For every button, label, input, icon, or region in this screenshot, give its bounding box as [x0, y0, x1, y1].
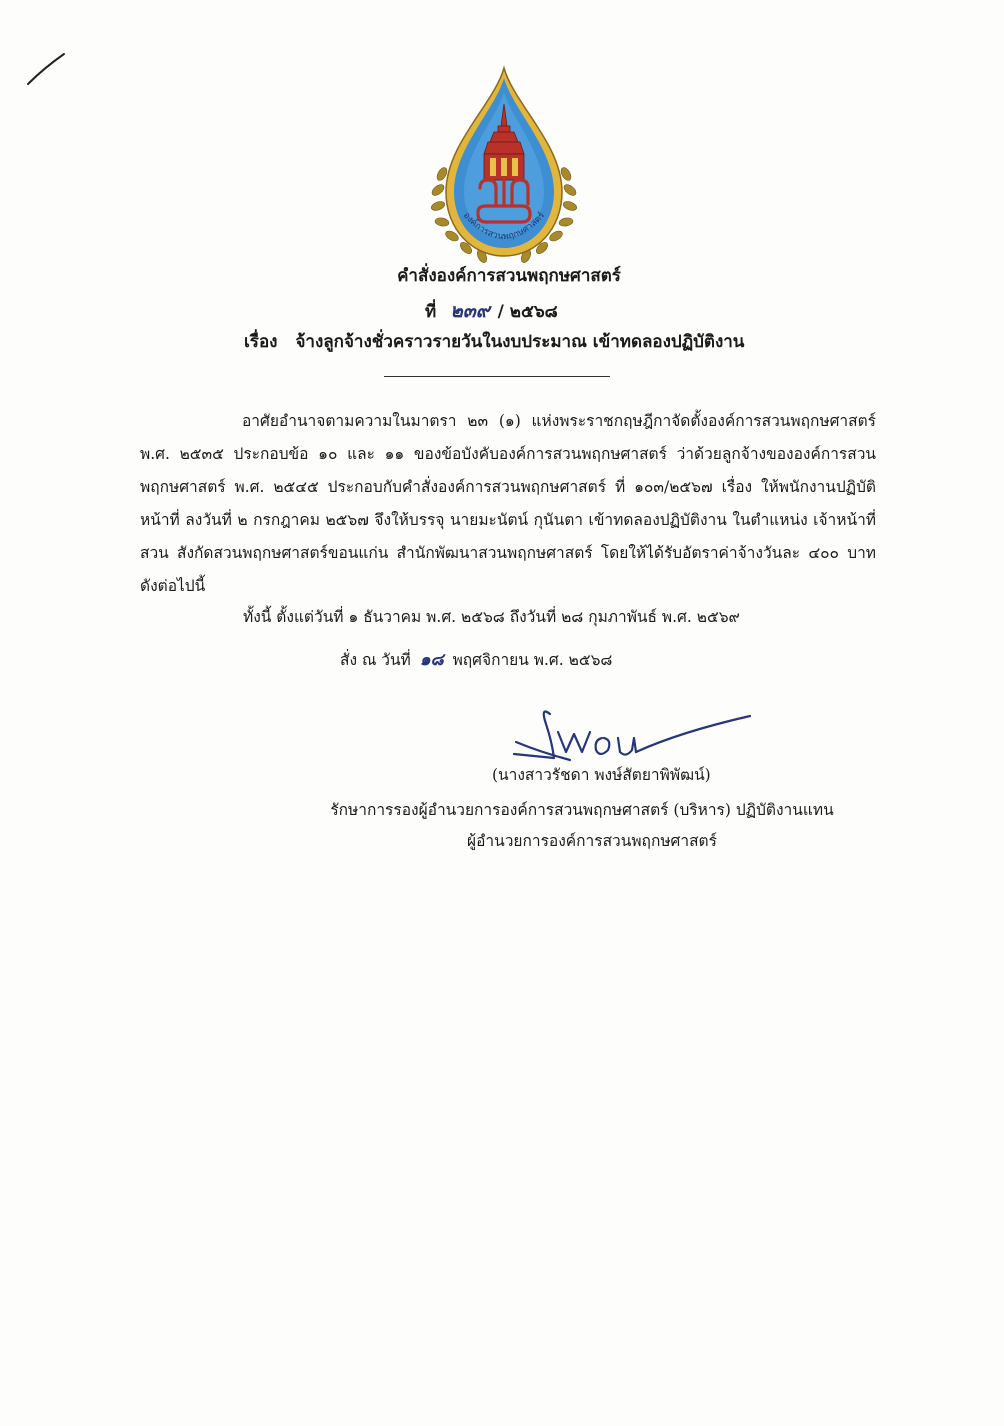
order-number-line	[425, 296, 558, 326]
divider	[384, 376, 610, 377]
ordered-day-handwritten: ๑๘	[419, 650, 444, 670]
order-year: / ๒๕๖๘	[497, 302, 558, 322]
signer-position-2: ผู้อำนวยการองค์การสวนพฤกษศาสตร์	[467, 832, 717, 850]
effective-period: ทั้งนี้ ตั้งแต่วันที่ ๑ ธันวาคม พ.ศ. ๒๕๖๘ ถึงวันที่ ๒๘ กุมภาพันธ์ พ.ศ. ๒๕๖๙	[243, 608, 740, 626]
ordered-suffix: พฤศจิกายน พ.ศ. ๒๕๖๘	[452, 651, 613, 669]
organization-emblem-logo	[424, 64, 584, 274]
signer-position-1: รักษาการรองผู้อำนวยการองค์การสวนพฤกษศาสตร์ (บริหาร) ปฏิบัติงานแทน	[330, 801, 834, 819]
pen-mark	[24, 50, 74, 90]
order-prefix: ที่	[425, 302, 437, 322]
subject-text: จ้างลูกจ้างชั่วคราวรายวันในงบประมาณ เข้าทดลองปฏิบัติงาน	[295, 332, 745, 352]
document-title: คำสั่งองค์การสวนพฤกษศาสตร์	[397, 266, 621, 286]
body-paragraph: อาศัยอำนาจตามความในมาตรา ๒๓ (๑) แห่งพระราชกฤษฎีกาจัดตั้งองค์การสวนพฤกษศาสตร์ พ.ศ. ๒๕๓๕ ประกอบข้อ ๑๐ และ ๑๑ ของข้อบังคับองค์การสวนพฤกษศาสตร์ ว่าด้วยลูกจ้างขององค์การสวนพฤกษศาสตร์ พ.ศ. ๒๕๔๕ ประกอบกับคำสั่งองค์การสวนพฤกษศาสตร์ ที่ ๑๐๓/๒๕๖๗ เรื่อง ให้พนักงานปฏิบัติหน้าที่ ลงวันที่ ๒ กรกฎาคม ๒๕๖๗ จึงให้บรรจุ นายมะนัตน์ กุนันตา เข้าทดลองปฏิบัติงาน ในตำแหน่ง เจ้าหน้าที่สวน สังกัดสวนพฤกษศาสตร์ขอนแก่น สำนักพัฒนาสวนพฤกษศาสตร์ โดยให้ได้รับอัตราค่าจ้างวันละ ๔๐๐ บาท ดังต่อไปนี้	[140, 412, 876, 595]
signer-name: (นางสาวรัชดา พงษ์สัตยาพิพัฒน์)	[492, 766, 711, 784]
order-number-handwritten: ๒๓๙	[450, 300, 490, 322]
ordered-prefix: สั่ง ณ วันที่	[340, 651, 411, 669]
logo-text: องค์การสวนพฤกษศาสตร์	[460, 210, 548, 243]
ordered-date-line	[340, 646, 612, 673]
subject-label: เรื่อง	[244, 332, 278, 352]
subject-line	[244, 328, 744, 355]
